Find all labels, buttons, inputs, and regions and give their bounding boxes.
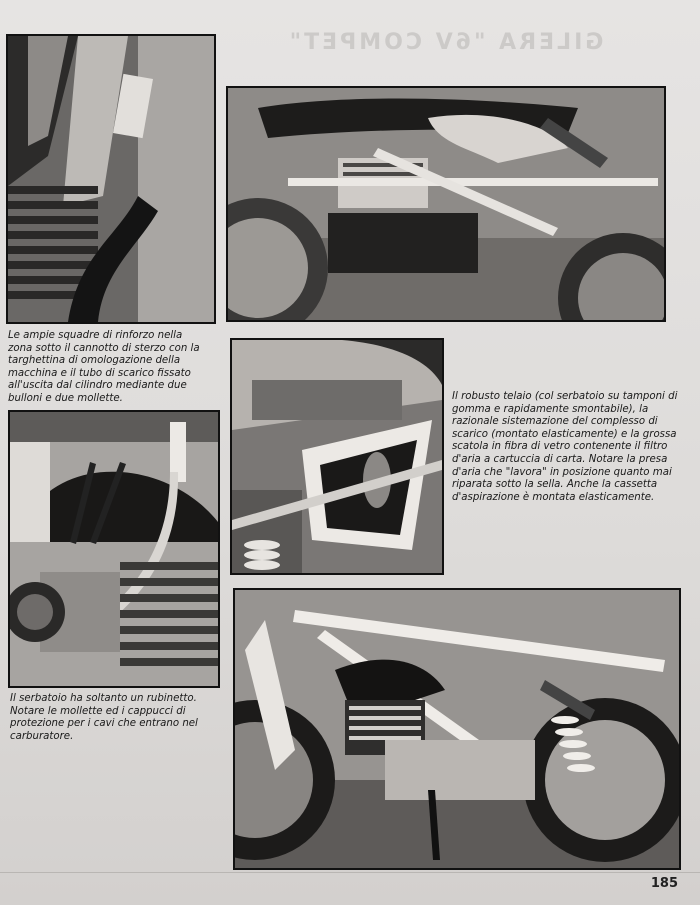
- photo-carburettor: [8, 410, 220, 688]
- bottom-rule: [0, 872, 700, 873]
- caption-fuel-tap: Il serbatoio ha soltanto un rubinetto. Notare le mollette ed i cappucci di protezione per i cavi che entrano nel carburatore.: [10, 693, 198, 742]
- caption-steering-head: Le ampie squadre di rinforzo nella zona sotto il cannotto di sterzo con la targhettina di omologazione della macchina e il tubo di scarico fissato all'uscita dal cilindro mediante due bulloni e due mollette.: [8, 330, 200, 404]
- photo-bare-frame: [233, 588, 681, 870]
- photo-engine-side: [226, 86, 666, 322]
- caption-frame-airbox: Il robusto telaio (col serbatoio su tamponi di gomma e rapidamente smontabile), la razionale sistemazione del complesso di scarico (montato elasticamente) e la grossa scatola in fibra di vetro contenente il filtro d'aria a cartuccia di carta. Notare la presa d'aria che "lavora" in posizione quanto mai riparata sotto la sella. Anche la cassetta d'aspirazione è montata elasticamente.: [452, 391, 678, 503]
- page-number: 185: [650, 876, 678, 891]
- photo-airbox: [230, 338, 444, 575]
- show-through-header: GILERA "6V COMPET": [286, 30, 604, 55]
- photo-steering-head-exhaust: [6, 34, 216, 324]
